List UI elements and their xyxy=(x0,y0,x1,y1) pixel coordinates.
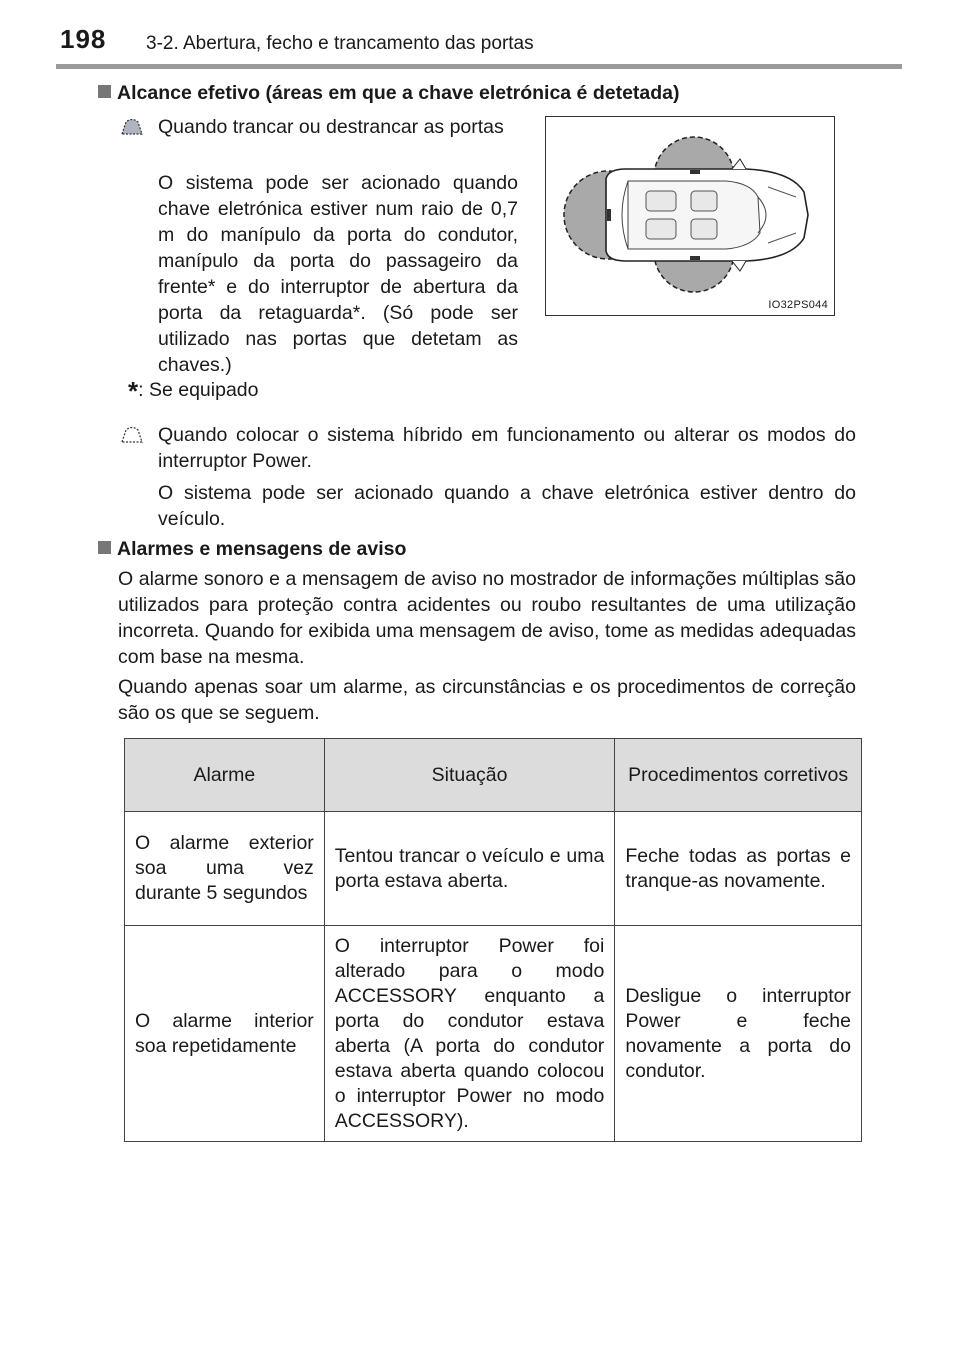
table-cell-alarm: O alarme interior soa repetidamente xyxy=(125,926,325,1142)
alarm-table xyxy=(124,738,862,1142)
header-divider xyxy=(56,64,902,69)
column-header-procedures: Procedimentos corretivos xyxy=(615,739,862,812)
footnote-mark: * xyxy=(128,376,139,406)
detection-range-figure xyxy=(545,116,835,316)
section-heading-text: Alcance efetivo (áreas em que a chave eletrónica é detetada) xyxy=(117,82,680,104)
key-bullet-icon xyxy=(118,116,146,138)
bullet2-lead: Quando colocar o sistema híbrido em funcionamento ou alterar os modos do interruptor Power. xyxy=(158,424,856,472)
footnote-text: : Se equipado xyxy=(138,379,259,401)
table-cell-situation: O interruptor Power foi alterado para o modo ACCESSORY enquanto a porta do condutor estava aberta (A porta do condutor estava aberta quando colocou o interruptor Power no modo ACCESSORY). xyxy=(324,926,615,1142)
table-cell-procedure: Feche todas as portas e tranque-as novamente. xyxy=(615,812,862,926)
column-header-situation: Situação xyxy=(324,739,615,812)
section-heading-effective-range xyxy=(98,82,680,105)
alarms-procedure-paragraph: Quando apenas soar um alarme, as circunstâncias e os procedimentos de correção são os que se seguem. xyxy=(118,676,856,724)
bullet1-lead: Quando trancar ou destrancar as portas xyxy=(158,116,504,138)
figure-code: IO32PS044 xyxy=(768,299,828,311)
table-row xyxy=(125,812,862,926)
page-number: 198 xyxy=(60,24,107,54)
footnote xyxy=(128,376,258,407)
alarms-intro-paragraph: O alarme sonoro e a mensagem de aviso no mostrador de informações múltiplas são utilizados para proteção contra acidentes ou roubo resultantes de uma utilização incorreta. Quando for exibida uma mensagem de aviso, tome as medidas adequadas com base na mesma. xyxy=(118,568,856,668)
bullet2-body: O sistema pode ser acionado quando a chave eletrónica estiver dentro do veículo. xyxy=(158,482,856,530)
bullet1-body: O sistema pode ser acionado quando chave eletrónica estiver num raio de 0,7 m do manípulo da porta do condutor, manípulo da porta do passageiro da frente* e do interruptor de abertura da porta da retaguarda*. (Só pode ser utilizado nas portas que detetam as chaves.) xyxy=(158,172,518,376)
section-heading-text: Alarmes e mensagens de aviso xyxy=(117,538,407,560)
key-outline-bullet-icon xyxy=(118,424,146,446)
square-bullet-icon xyxy=(98,85,111,98)
car-top-view-illustration xyxy=(546,117,833,314)
section-heading-alarms xyxy=(98,538,406,561)
chapter-title: 3-2. Abertura, fecho e trancamento das portas xyxy=(146,33,534,54)
table-cell-alarm: O alarme exterior soa uma vez durante 5 segundos xyxy=(125,812,325,926)
table-cell-situation: Tentou trancar o veículo e uma porta estava aberta. xyxy=(324,812,615,926)
table-row xyxy=(125,926,862,1142)
column-header-alarm: Alarme xyxy=(125,739,325,812)
table-header-row xyxy=(125,739,862,812)
table-cell-procedure: Desligue o interruptor Power e feche novamente a porta do condutor. xyxy=(615,926,862,1142)
square-bullet-icon xyxy=(98,541,111,554)
